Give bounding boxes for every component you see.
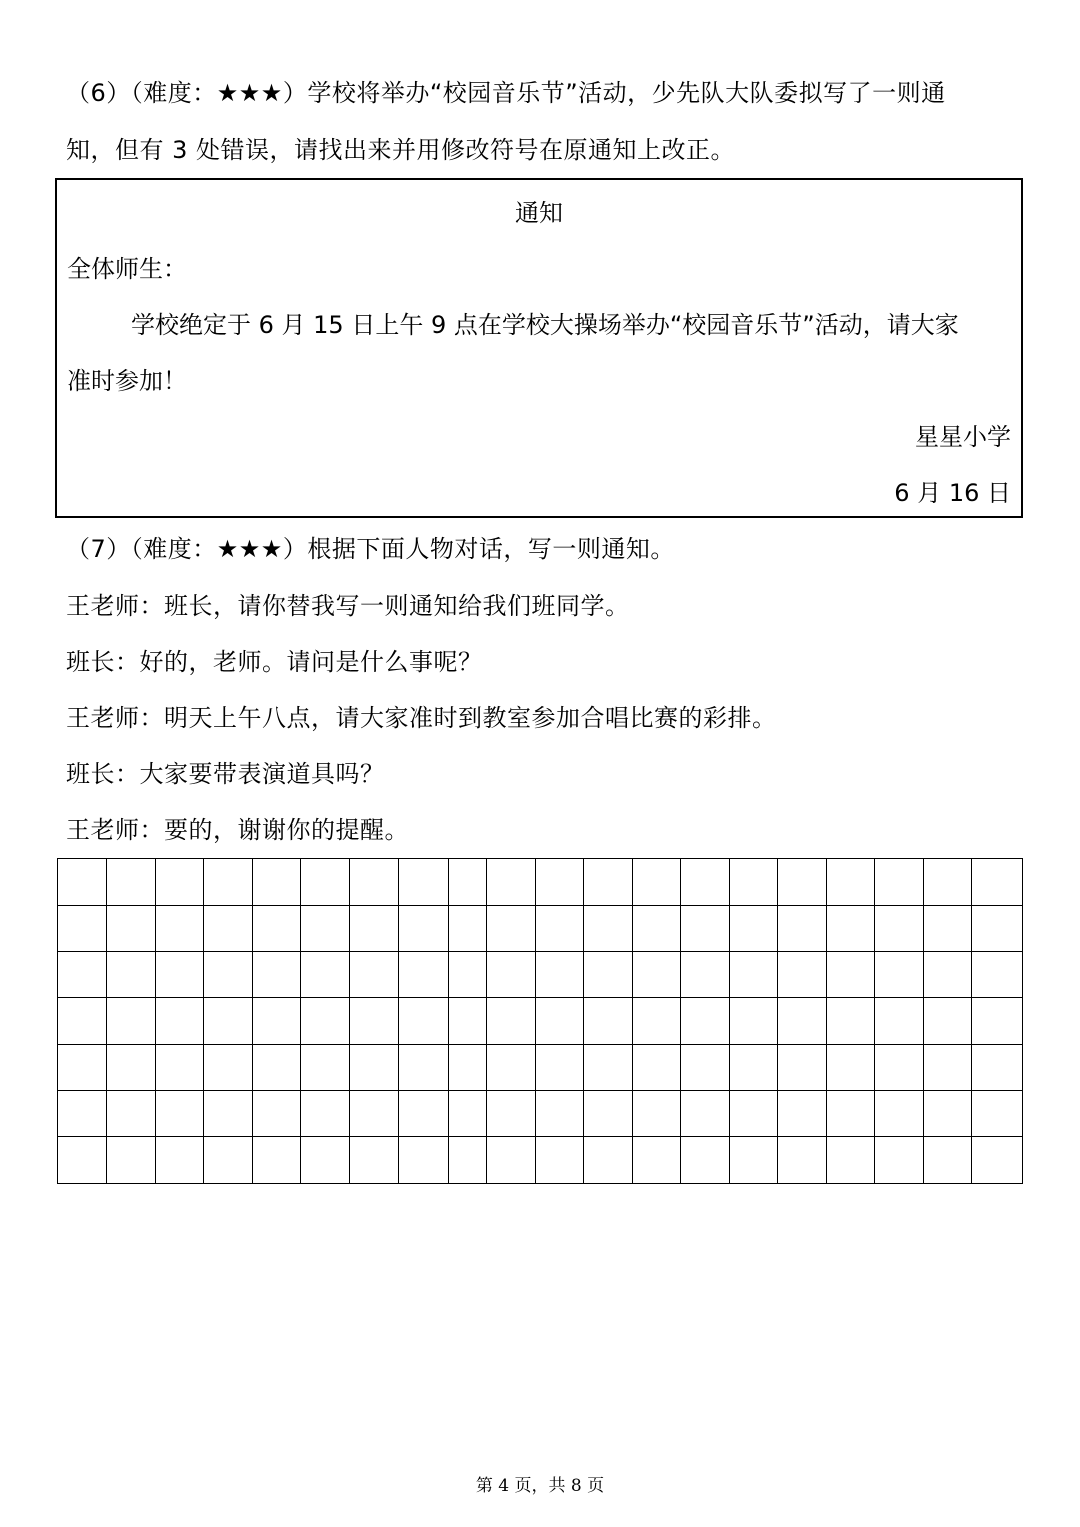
grid-col-line <box>971 859 972 1183</box>
grid-col-line <box>155 859 156 1183</box>
grid-col-line <box>300 859 301 1183</box>
page-footer: 第 4 页，共 8 页 <box>475 1476 605 1496</box>
question-6-line-2: 知，但有 3 处错误，请找出来并用修改符号在原通知上改正。 <box>66 136 736 164</box>
question-7-prompt: （7）（难度：★★★）根据下面人物对话，写一则通知。 <box>66 535 675 563</box>
notice-body-line-2: 准时参加！ <box>67 367 187 395</box>
notice-box <box>55 178 1023 518</box>
dialogue-line: 班长：大家要带表演道具吗？ <box>66 760 385 788</box>
grid-col-line <box>203 859 204 1183</box>
grid-col-line <box>826 859 827 1183</box>
notice-title: 通知 <box>515 199 563 227</box>
notice-body-line-1: 学校绝定于 6 月 15 日上午 9 点在学校大操场举办“校园音乐节”活动，请大家 <box>131 311 959 339</box>
notice-greeting: 全体师生： <box>67 255 187 283</box>
writing-grid <box>57 858 1023 1184</box>
question-6-line-1: （6）（难度：★★★）学校将举办“校园音乐节”活动，少先队大队委拟写了一则通 <box>66 79 946 107</box>
grid-col-line <box>729 859 730 1183</box>
grid-col-line <box>349 859 350 1183</box>
dialogue-line: 王老师：明天上午八点，请大家准时到教室参加合唱比赛的彩排。 <box>66 704 777 732</box>
grid-col-line <box>535 859 536 1183</box>
dialogue-line: 王老师：要的，谢谢你的提醒。 <box>66 816 409 844</box>
grid-col-line <box>486 859 487 1183</box>
grid-col-line <box>777 859 778 1183</box>
grid-col-line <box>448 859 449 1183</box>
grid-col-line <box>583 859 584 1183</box>
grid-col-line <box>252 859 253 1183</box>
dialogue-line: 班长：好的，老师。请问是什么事呢？ <box>66 648 483 676</box>
dialogue-line: 王老师：班长，请你替我写一则通知给我们班同学。 <box>66 592 630 620</box>
grid-col-line <box>632 859 633 1183</box>
grid-col-line <box>874 859 875 1183</box>
notice-signature: 星星小学 <box>915 423 1011 451</box>
grid-col-line <box>398 859 399 1183</box>
notice-date: 6 月 16 日 <box>894 479 1011 507</box>
grid-col-line <box>923 859 924 1183</box>
grid-col-line <box>680 859 681 1183</box>
grid-col-line <box>106 859 107 1183</box>
